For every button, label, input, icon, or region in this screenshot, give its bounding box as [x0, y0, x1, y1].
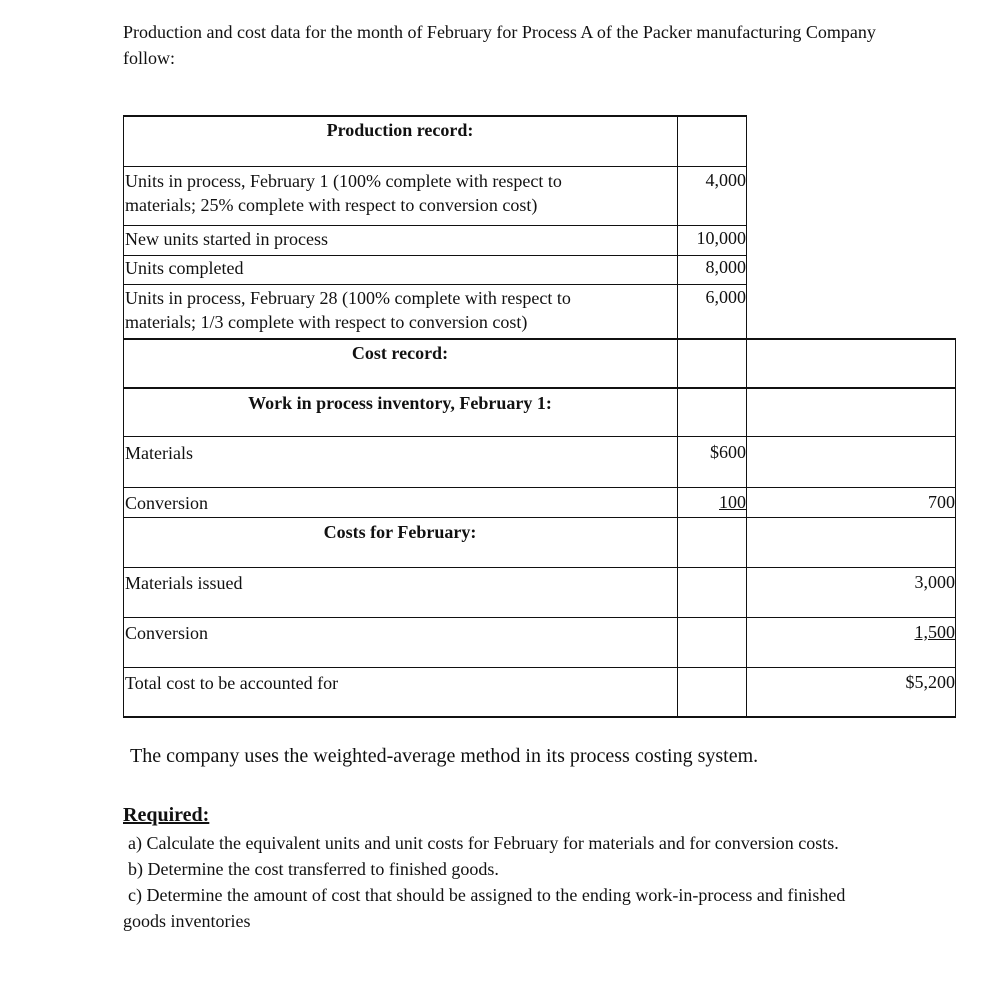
materials-label: Materials	[125, 443, 193, 463]
wip-conversion-label: Conversion	[125, 493, 208, 513]
production-row-2-value: 10,000	[696, 228, 746, 248]
wip-conversion-value: 100	[719, 492, 746, 512]
february-conversion-label: Conversion	[125, 623, 208, 643]
total-cost-label: Total cost to be accounted for	[125, 673, 339, 693]
production-row-1-value: 4,000	[705, 170, 746, 190]
required-item-c-line-2: goods inventories	[123, 911, 251, 931]
intro-line-1: Production and cost data for the month of February for Process A of the Packer manufacturing Company	[123, 22, 876, 42]
materials-issued-value: 3,000	[914, 572, 955, 592]
production-row-3-value: 8,000	[705, 257, 746, 277]
production-row-2-label: New units started in process	[125, 229, 328, 249]
total-cost-value: $5,200	[905, 672, 955, 692]
wip-total-value: 700	[928, 492, 955, 512]
production-row-3-label: Units completed	[125, 258, 244, 278]
required-item-a: a) Calculate the equivalent units and unit costs for February for materials and for conversion costs.	[128, 833, 839, 853]
intro-paragraph	[123, 19, 973, 71]
february-conversion-value: 1,500	[914, 622, 955, 642]
production-row-1-label: Units in process, February 1 (100% complete with respect to materials; 25% complete with respect to conversion cost)	[125, 171, 562, 215]
required-title: Required:	[123, 804, 210, 826]
production-row-4-label: Units in process, February 28 (100% complete with respect to materials; 1/3 complete with respect to conversion cost)	[125, 288, 571, 332]
cost-record-header: Cost record:	[351, 343, 449, 363]
materials-value: $600	[710, 442, 746, 462]
method-note: The company uses the weighted-average method in its process costing system.	[130, 745, 759, 767]
intro-line-2: follow:	[123, 48, 175, 68]
materials-issued-label: Materials issued	[125, 573, 243, 593]
production-row-4-value: 6,000	[705, 287, 746, 307]
production-record-header: Production record:	[326, 120, 474, 140]
february-costs-header: Costs for February:	[323, 522, 477, 542]
required-item-c-line-1: c) Determine the amount of cost that should be assigned to the ending work-in-process and finished	[128, 885, 846, 905]
wip-inventory-header: Work in process inventory, February 1:	[248, 393, 552, 413]
required-item-b: b) Determine the cost transferred to finished goods.	[128, 859, 499, 879]
